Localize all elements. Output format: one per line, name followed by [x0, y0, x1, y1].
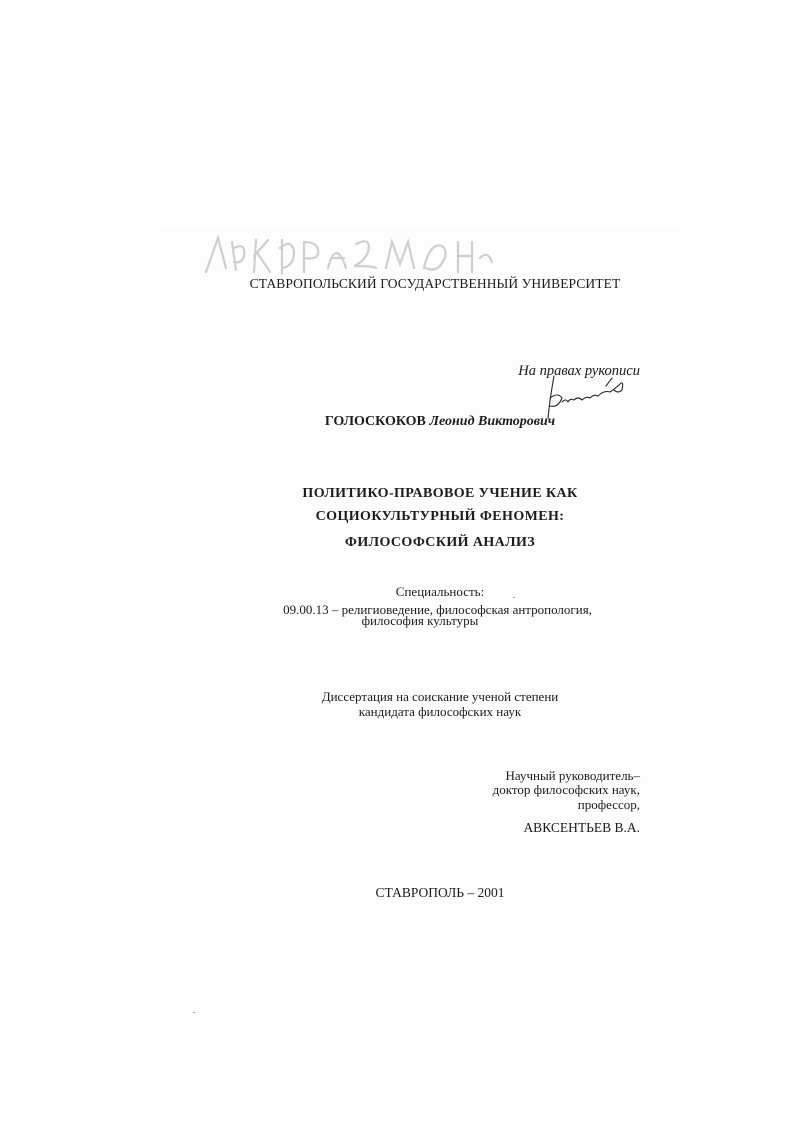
university-name: СТАВРОПОЛЬСКИЙ ГОСУДАРСТВЕННЫЙ УНИВЕРСИТЕТ: [249, 276, 621, 291]
specialty-code-continued: философия культуры: [361, 613, 479, 628]
dissertation-title-line: СОЦИОКУЛЬТУРНЫЙ ФЕНОМЕН:: [315, 509, 565, 524]
author-given-name: Леонид Викторович: [429, 414, 556, 429]
dissertation-title-line: ПОЛИТИКО-ПРАВОВОЕ УЧЕНИЕ КАК: [302, 486, 578, 501]
author-surname: ГОЛОСКОКОВ: [324, 414, 426, 429]
author-name: [240, 414, 640, 430]
degree-line: Диссертация на соискание ученой степени: [321, 689, 559, 704]
degree-line: кандидата философских наук: [358, 704, 522, 719]
supervisor-name: АВКСЕНТЬЕВ В.А.: [523, 820, 640, 835]
supervisor-line: профессор,: [577, 797, 640, 812]
dissertation-title-line: ФИЛОСОФСКИЙ АНАЛИЗ: [344, 535, 536, 550]
specialty-code: 09.00.13 – религиоведение, философская антропология,: [283, 602, 592, 617]
scan-speck: [193, 1012, 195, 1013]
supervisor-line: Научный руководитель–: [505, 768, 640, 783]
manuscript-note: На правах рукописи: [518, 363, 640, 379]
scan-speck: [513, 597, 515, 598]
faded-stamp-icon: [196, 228, 496, 280]
specialty-label: Специальность:: [395, 584, 485, 599]
city-year: СТАВРОПОЛЬ – 2001: [375, 885, 505, 900]
supervisor-line: доктор философских наук,: [492, 782, 640, 797]
